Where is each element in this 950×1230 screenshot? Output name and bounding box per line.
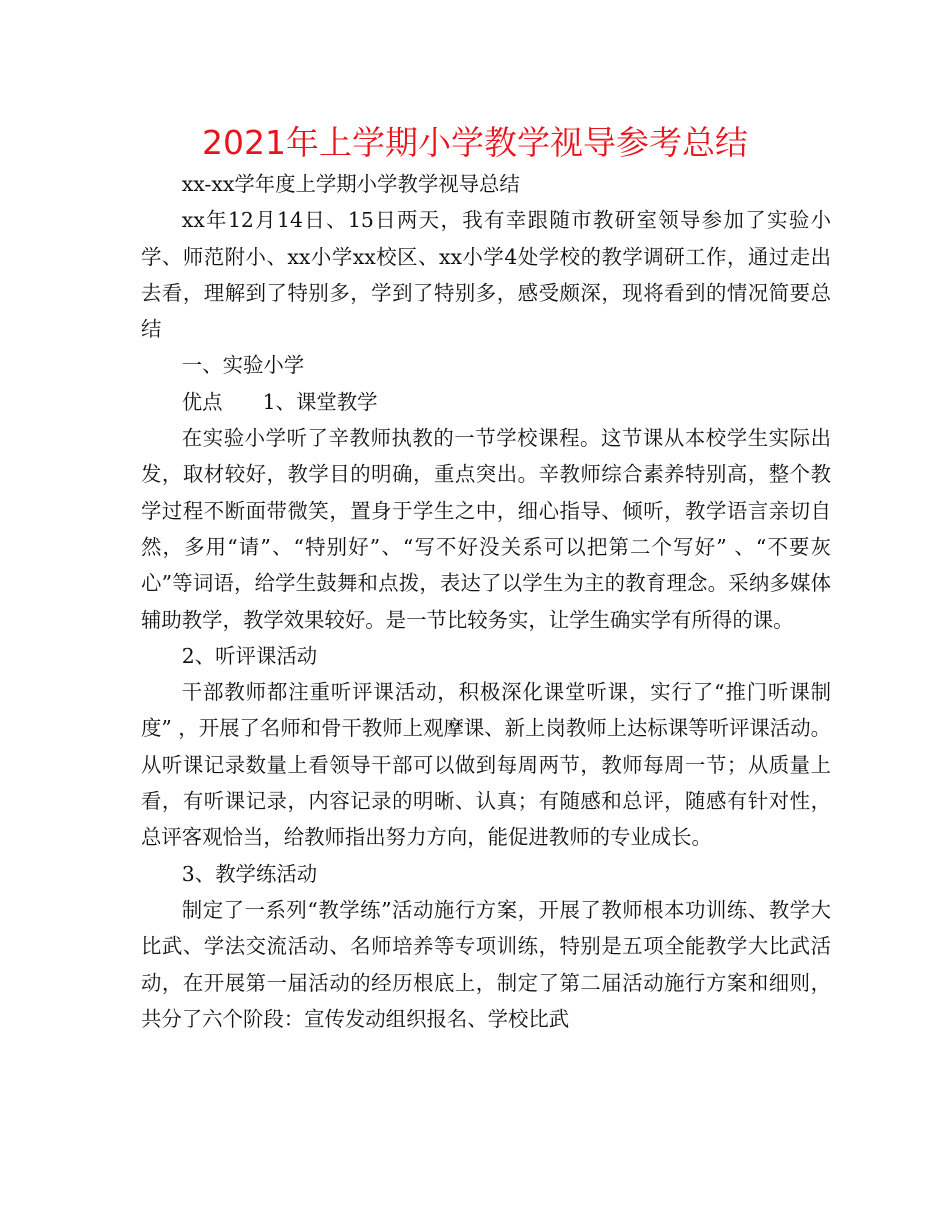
advantages-line <box>141 384 831 420</box>
document-title: 2021年上学期小学教学视导参考总结 <box>202 123 748 162</box>
section-heading-experimental-school: 一、实验小学 <box>181 353 305 378</box>
teaching-practice-paragraph: 制定了一系列“教学练”活动施行方案，开展了教师根本功训练、教学大比武、学法交流活动、名师培养等专项训练，特别是五项全能教学大比武活动，在开展第一届活动的经历根底上，制定了第二届活动施行方案和细则，共分了六个阶段：宣传发动组织报名、学校比武 <box>141 897 831 1031</box>
item-heading-lesson-observation: 2、听评课活动 <box>181 643 318 668</box>
intro-paragraph: xx年12月14日、15日两天，我有幸跟随市教研室领导参加了实验小学、师范附小、xx小学xx校区、xx小学4处学校的教学调研工作，通过走出去看，理解到了特别多，学到了特别多，感受颇深，现将看到的情况简要总结 <box>141 208 831 342</box>
item-heading-classroom-teaching: 1、课堂教学 <box>262 389 378 414</box>
document-subtitle: xx-xx学年度上学期小学教学视导总结 <box>181 172 520 196</box>
classroom-teaching-paragraph: 在实验小学听了辛教师执教的一节学校课程。这节课从本校学生实际出发，取材较好，教学目的明确，重点突出。辛教师综合素养特别高，整个教学过程不断面带微笑，置身于学生之中，细心指导、倾听，教学语言亲切自然，多用“请”、“特别好”、“写不好没关系可以把第二个写好” 、“不要灰心”等词语，给学生鼓舞和点拨，表达了以学生为主的教育理念。采纳多媒体辅助教学，教学效果较好。是一节比较务实，让学生确实学有所得的课。 <box>141 426 831 632</box>
item-heading-teaching-practice: 3、教学练活动 <box>181 861 318 886</box>
lesson-observation-paragraph: 干部教师都注重听评课活动，积极深化课堂听课，实行了“推门听课制度” ，开展了名师和骨干教师上观摩课、新上岗教师上达标课等听评课活动。从听课记录数量上看领导干部可以做到每周两节，教师每周一节；从质量上看，有听课记录，内容记录的明晰、认真；有随感和总评，随感有针对性，总评客观恰当，给教师指出努力方向，能促进教师的专业成长。 <box>141 680 831 850</box>
document-body <box>141 166 831 1037</box>
advantages-label: 优点 <box>181 389 223 414</box>
